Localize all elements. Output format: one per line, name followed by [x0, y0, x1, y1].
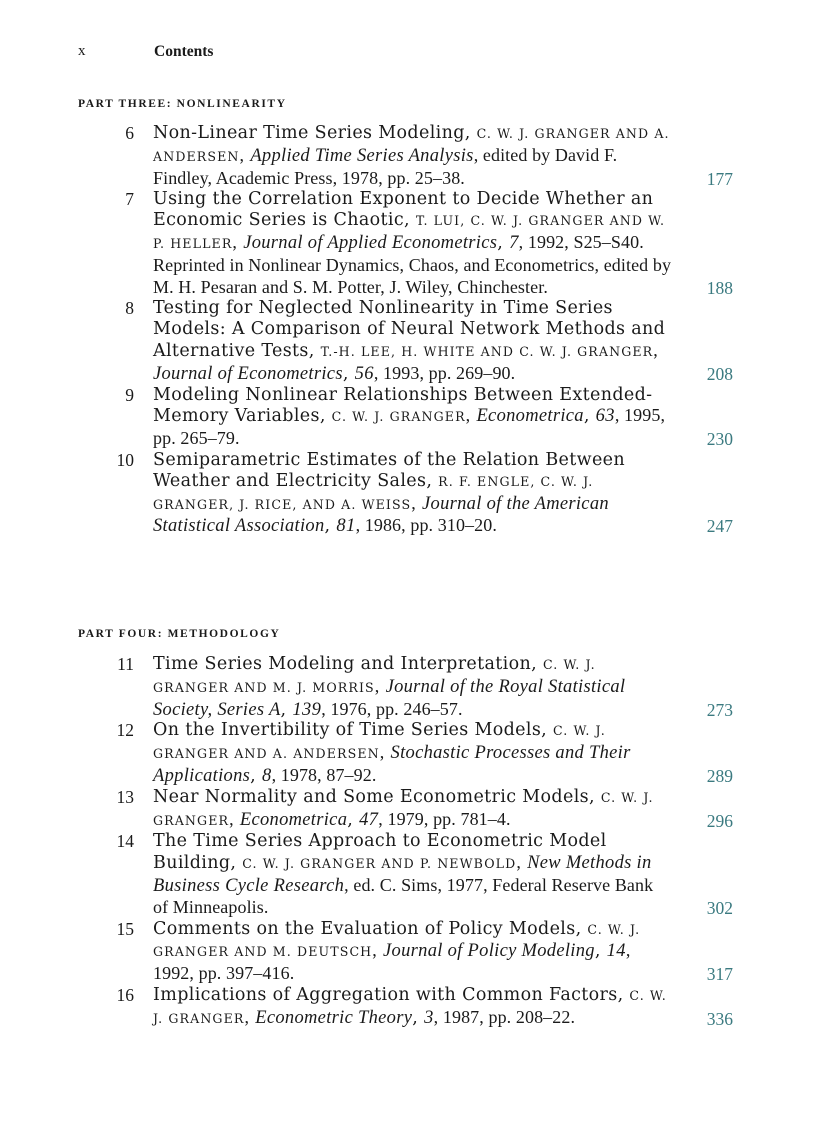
page-number-link[interactable]: 317 [706, 964, 733, 985]
publication-venue: Journal of Applied Econometrics [243, 232, 498, 253]
publication-details: , 1979, pp. 781–4. [378, 808, 511, 829]
chapter-number: 11 [117, 654, 134, 674]
page-number: x [78, 43, 86, 59]
publication-details: , 1992, S25–S40. Reprinted in Nonlinear Dynamics, Chaos, and Econometrics, edited by M. H. Pesaran and S. M. Potter, J. Wiley, Chinchester. [153, 231, 672, 297]
page-number-link[interactable]: 230 [706, 429, 733, 450]
page-number-link[interactable]: 336 [706, 1008, 733, 1029]
toc-entry[interactable] [0, 831, 816, 918]
chapter-title: Near Normality and Some Econometric Models, [153, 786, 595, 807]
author-separator: , [229, 808, 234, 829]
chapter-authors: C. W. J. GRANGER AND M. DEUTSCH [153, 921, 641, 960]
chapter-number: 16 [116, 984, 134, 1005]
running-title: Contents [154, 43, 214, 60]
chapter-number: 8 [125, 298, 134, 319]
chapter-authors: C. W. J. GRANGER [153, 987, 667, 1026]
chapter-authors: R. F. ENGLE, C. W. J. GRANGER, J. RICE, AND A. WEISS [153, 473, 594, 512]
chapter-citation: Testing for Neglected Nonlinearity in Time Series Models: A Comparison of Neural Network Methods and Alternative Tests, T.-H. LEE, H. WHITE AND C. W. J. GRANGER, Journal of Econometrics, 56, 1993, pp. 269–90. [153, 298, 666, 384]
chapter-number: 6 [125, 123, 134, 143]
chapter-title: Comments on the Evaluation of Policy Models, [153, 918, 582, 939]
chapter-authors: C. W. J. GRANGER AND P. NEWBOLD [242, 856, 517, 872]
chapter-citation: Modeling Nonlinear Relationships Between Extended-Memory Variables, C. W. J. GRANGER, Econometrica, 63, 1995, pp. 265–79. [153, 384, 666, 449]
chapter-authors: C. W. J. GRANGER AND A. ANDERSEN [153, 723, 606, 762]
publication-volume: 63 [595, 406, 615, 427]
toc-entry[interactable] [0, 123, 816, 189]
chapter-citation: Implications of Aggregation with Common Factors, C. W. J. GRANGER, Econometric Theory, 3, 1987, pp. 208–22. [153, 984, 667, 1028]
publication-venue: Econometrica [476, 406, 584, 427]
part-three-heading: PART THREE: NONLINEARITY [78, 98, 287, 110]
author-separator: , [239, 144, 245, 165]
chapter-citation: Semiparametric Estimates of the Relation Between Weather and Electricity Sales, R. F. ENGLE, C. W. J. GRANGER, J. RICE, AND A. WEISS, Journal of the American Statistical Association, 81, 1986, pp. 310–20. [153, 449, 625, 537]
author-separator: , [411, 492, 417, 513]
chapter-citation: Comments on the Evaluation of Policy Models, C. W. J. GRANGER AND M. DEUTSCH, Journal of Policy Modeling, 14, 1992, pp. 397–416. [153, 918, 641, 984]
publication-details: , 1992, pp. 397–416. [153, 940, 631, 984]
page-number-link[interactable]: 188 [706, 277, 733, 298]
chapter-number: 12 [116, 720, 134, 741]
toc-entry[interactable] [0, 720, 816, 786]
publication-volume: 56 [354, 363, 374, 384]
author-separator: , [653, 339, 659, 360]
author-separator: , [374, 675, 380, 696]
chapter-authors: C. W. J. GRANGER [153, 789, 654, 828]
publication-venue: Econometrica [239, 809, 348, 830]
chapter-title: Testing for Neglected Nonlinearity in Time Series Models: A Comparison of Neural Network Methods and Alternative Tests, [153, 298, 666, 361]
chapter-number: 14 [116, 831, 134, 852]
toc-entry[interactable] [0, 189, 816, 298]
chapter-title: Using the Correlation Exponent to Decide Whether an Economic Series is Chaotic, [153, 189, 654, 231]
page-number-link[interactable]: 208 [706, 363, 733, 384]
publication-details: , ed. C. Sims, 1977, Federal Reserve Bank of Minneapolis. [153, 874, 654, 917]
publication-venue: Econometric Theory [255, 1007, 413, 1028]
chapter-citation [153, 831, 673, 918]
publication-details: , 1978, 87–92. [271, 764, 377, 785]
publication-venue: Stochastic Processes and Their Applications [153, 743, 631, 786]
chapter-title: Non-Linear Time Series Modeling, [153, 123, 471, 143]
publication-venue: Journal of the American Statistical Association [153, 493, 609, 537]
publication-venue: Journal of Econometrics [153, 363, 343, 384]
page-number-link[interactable]: 302 [706, 897, 733, 918]
publication-venue: Journal of Policy Modeling [383, 941, 595, 962]
toc-entry[interactable] [0, 787, 816, 832]
page-number-link[interactable]: 273 [706, 699, 733, 720]
chapter-citation [153, 123, 673, 189]
toc-entry[interactable] [0, 985, 816, 1030]
publication-details: , 1986, pp. 310–20. [355, 515, 497, 536]
chapter-title: Modeling Nonlinear Relationships Between Extended-Memory Variables, [153, 384, 653, 427]
publication-volume: 8 [261, 765, 272, 786]
chapter-number: 10 [116, 449, 134, 470]
chapter-citation: On the Invertibility of Time Series Models, C. W. J. GRANGER AND A. ANDERSEN, Stochastic Processes and Their Applications, 8, 1978, 87–92. [153, 720, 631, 786]
chapter-title: Implications of Aggregation with Common Factors, [153, 984, 624, 1005]
chapter-authors: C. W. J. GRANGER AND M. J. MORRIS [153, 657, 596, 695]
part-four-heading: PART FOUR: METHODOLOGY [78, 628, 281, 640]
publication-volume: 14 [606, 941, 626, 962]
toc-entry[interactable] [0, 654, 816, 720]
chapter-number: 9 [125, 384, 134, 405]
author-separator: , [244, 1006, 250, 1027]
chapter-number: 13 [116, 786, 134, 807]
publication-volume: 3 [424, 1007, 434, 1028]
publication-details: , 1993, pp. 269–90. [373, 362, 516, 383]
chapter-number: 15 [116, 918, 134, 939]
chapter-citation: Using the Correlation Exponent to Decide Whether an Economic Series is Chaotic, T. LUI, C. W. J. GRANGER AND W. P. HELLER, Journal of Applied Econometrics, 7, 1992, S25–S40. Reprinted in Nonlinear Dynamics, Chaos, and Econometrics, edited by M. H. Pesaran and S. M. Potter, J. Wiley, Chinchester. [153, 189, 672, 297]
publication-venue: New Methods in Business Cycle Research [153, 853, 652, 896]
publication-details: , edited by David F. Findley, Academic Press, 1978, pp. 25–38. [153, 144, 618, 188]
publication-volume: 81 [336, 516, 356, 537]
author-separator: , [379, 742, 385, 763]
toc-entry[interactable] [0, 919, 816, 985]
toc-entry[interactable] [0, 385, 816, 450]
chapter-citation: Near Normality and Some Econometric Models, C. W. J. GRANGER, Econometrica, 47, 1979, pp. 781–4. [153, 786, 654, 830]
chapter-title: On the Invertibility of Time Series Models, [153, 720, 548, 741]
chapter-authors: C. W. J. GRANGER AND A. ANDERSEN [153, 126, 670, 164]
author-separator: , [465, 405, 471, 426]
toc-entry[interactable] [0, 450, 816, 537]
page-number-link[interactable]: 177 [706, 168, 733, 189]
chapter-authors: T. LUI, C. W. J. GRANGER AND W. P. HELLER [153, 213, 666, 251]
publication-details: , 1987, pp. 208–22. [433, 1006, 576, 1027]
publication-details: , 1995, pp. 265–79. [153, 405, 666, 449]
publication-details: , 1976, pp. 246–57. [321, 698, 463, 719]
publication-volume: 47 [359, 809, 379, 830]
publication-volume: 139 [292, 699, 322, 720]
chapter-authors: C. W. J. GRANGER [331, 409, 466, 425]
toc-entry[interactable] [0, 298, 816, 384]
publication-venue: Journal of the Royal Statistical Society, Series A [153, 676, 626, 720]
chapter-title: The Time Series Approach to Econometric Model Building, [153, 831, 607, 874]
part-four-entries [0, 654, 816, 1030]
page-number-link[interactable]: 289 [706, 765, 733, 786]
publication-venue: Applied Time Series Analysis [250, 145, 474, 166]
publication-volume: 7 [509, 232, 519, 253]
author-separator: , [232, 231, 238, 252]
page-number-link[interactable]: 296 [706, 810, 733, 831]
author-separator: , [372, 940, 378, 961]
part-three-entries [0, 123, 816, 537]
chapter-title: Semiparametric Estimates of the Relation Between Weather and Electricity Sales, [153, 449, 625, 491]
page-number-link[interactable]: 247 [706, 516, 733, 537]
chapter-citation: Time Series Modeling and Interpretation, C. W. J. GRANGER AND M. J. MORRIS, Journal of the Royal Statistical Society, Series A, 139, 1976, pp. 246–57. [153, 654, 626, 720]
author-separator: , [516, 852, 522, 873]
chapter-number: 7 [125, 189, 134, 210]
chapter-authors: T.-H. LEE, H. WHITE AND C. W. J. GRANGER [320, 343, 654, 359]
chapter-title: Time Series Modeling and Interpretation, [153, 654, 538, 674]
